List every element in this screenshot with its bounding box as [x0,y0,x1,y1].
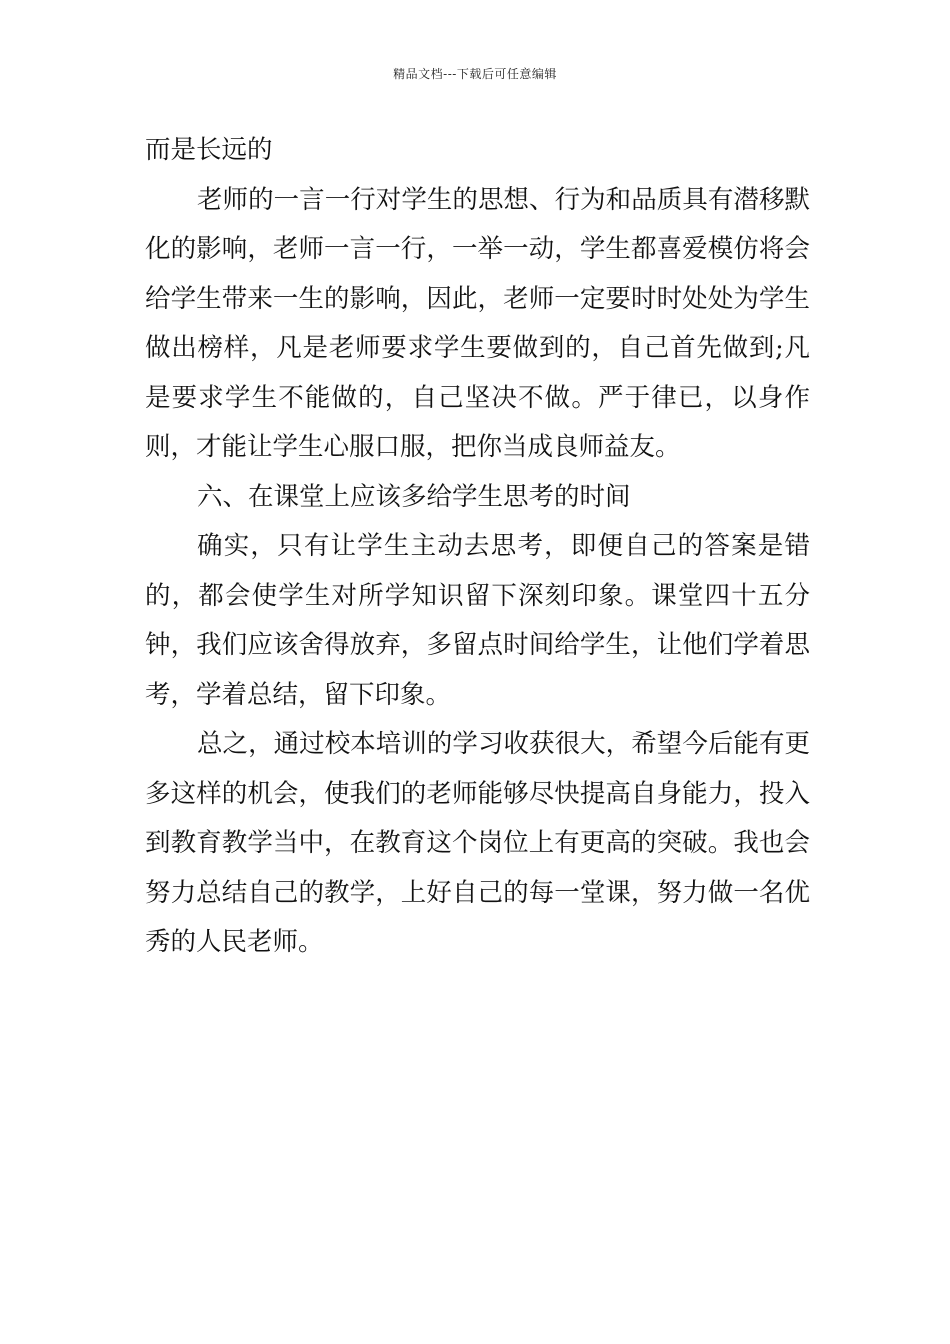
page-header: 精品文档---下载后可任意编辑 [393,67,557,81]
paragraph-continuation: 而是长远的 [145,135,273,165]
paragraph-conclusion: 总之，通过校本培训的学习收获很大，希望今后能有更多这样的机会，使我们的老师能够尽快提高自身能力，投入到教育教学当中，在教育这个岗位上有更高的突破。我也会努力总结自己的教学，上好自己的每一堂课，努力做一名优秀的人民老师。 [145,729,810,957]
paragraph-thinking-time: 确实，只有让学生主动去思考，即便自己的答案是错的，都会使学生对所学知识留下深刻印象。课堂四十五分钟，我们应该舍得放弃，多留点时间给学生，让他们学着思考，学着总结，留下印象。 [145,531,810,710]
section-heading-six: 六、在课堂上应该多给学生思考的时间 [197,481,631,512]
paragraph-teacher-example: 老师的一言一行对学生的思想、行为和品质具有潜移默化的影响，老师一言一行，一举一动，学生都喜爱模仿将会给学生带来一生的影响，因此，老师一定要时时处处为学生做出榜样，凡是老师要求学生要做到的，自己首先做到;凡是要求学生不能做的，自己坚决不做。严于律已，以身作则，才能让学生心服口服，把你当成良师益友。 [145,184,810,462]
document-body [145,126,810,968]
